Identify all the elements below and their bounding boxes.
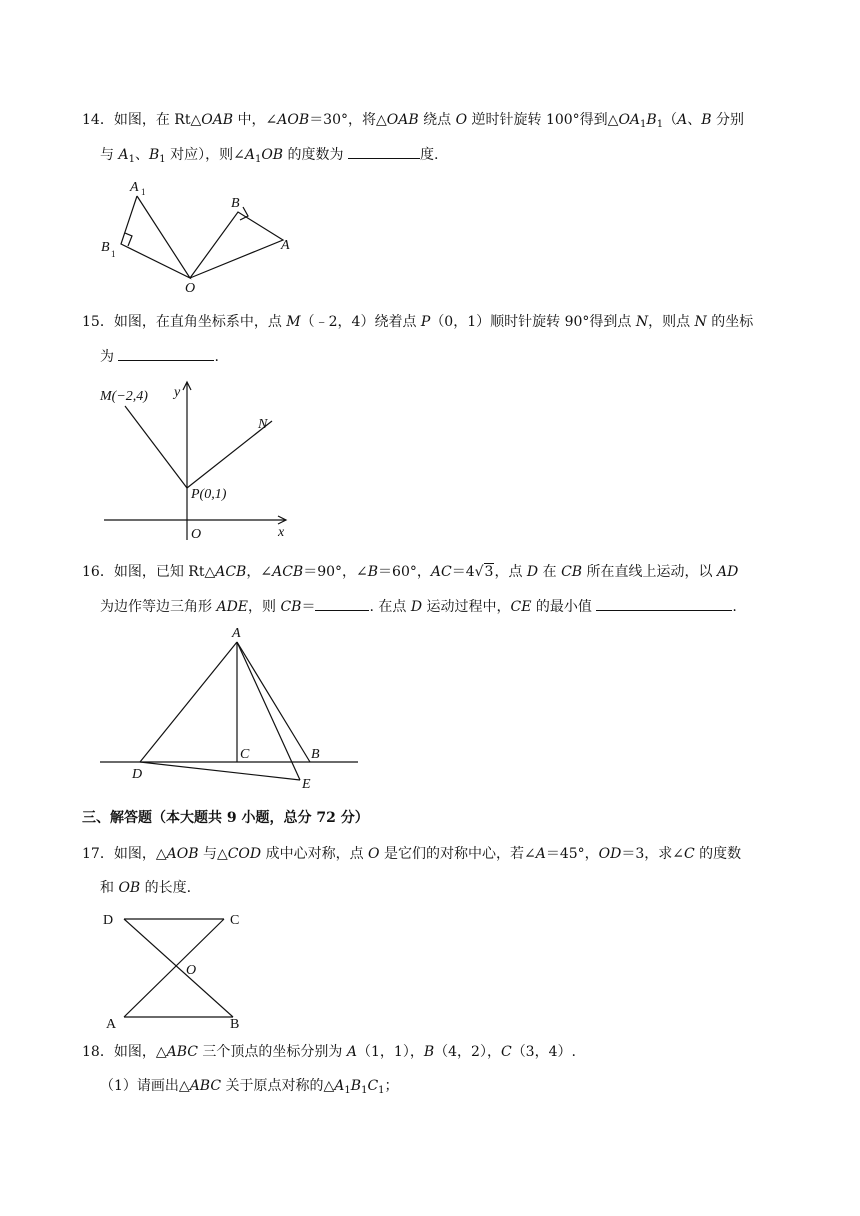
q15-figure bbox=[98, 378, 298, 543]
section-3-heading: 三、解答题（本大题共 9 小题，总分 72 分） bbox=[82, 810, 369, 826]
q16-label-B: B bbox=[311, 747, 320, 762]
q17-label-D: D bbox=[103, 913, 114, 928]
q17-figure bbox=[98, 906, 258, 1031]
q14-line-2: 与 $A_1$、$B_1$ 对应），则$\angle A_1OB$ 的度数为 度. bbox=[100, 144, 438, 165]
q17-label-C: C bbox=[230, 913, 240, 928]
q16-line-2: 为边作等边三角形 ADE，则 CB＝ . 在点 D 运动过程中，CE 的最小值 . bbox=[100, 596, 737, 617]
q16-label-D: D bbox=[132, 767, 143, 782]
q15-label-M: M(−2,4) bbox=[100, 389, 148, 404]
q15-label-x: x bbox=[278, 525, 285, 540]
q18-line-2: （1）请画出△ABC 关于原点对称的$\triangle A_1B_1C_1$； bbox=[100, 1078, 399, 1096]
q17-label-A: A bbox=[106, 1017, 117, 1032]
q14-label-A-sub: 1 bbox=[141, 187, 146, 197]
q16-line-1: 16．如图，已知 Rt△ACB，∠ACB＝90°，∠B＝60°，AC＝4√3，点 D 在 CB 所在直线上运动，以 AD bbox=[82, 564, 739, 580]
q15-label-y: y bbox=[174, 385, 181, 400]
q15-label-O: O bbox=[191, 527, 202, 542]
q17-line-2: 和 OB 的长度. bbox=[100, 880, 192, 896]
sqrt-sign: √ bbox=[474, 564, 484, 580]
q16-figure bbox=[98, 622, 368, 797]
q15-line-2: 为 . bbox=[100, 346, 219, 367]
q16-answer-blank-ce[interactable] bbox=[596, 596, 732, 611]
q16-answer-blank-cb[interactable] bbox=[315, 596, 369, 611]
q14-label-B-sub: 1 bbox=[111, 249, 116, 259]
q14-answer-blank[interactable] bbox=[348, 144, 420, 159]
q15-label-N: N bbox=[258, 417, 268, 432]
q15-label-P: P(0,1) bbox=[191, 487, 227, 502]
q14-label-Bprime: B bbox=[231, 196, 240, 211]
q16-label-A: A bbox=[232, 626, 241, 641]
q14-figure bbox=[98, 175, 298, 295]
q14-label-B: B bbox=[101, 240, 110, 255]
q14-label-O: O bbox=[185, 281, 196, 296]
q14-label-A: A bbox=[130, 180, 139, 195]
q17-line-1: 17．如图，△AOB 与△COD 成中心对称，点 O 是它们的对称中心，若∠A＝45°，OD＝3，求∠C 的度数 bbox=[82, 846, 742, 862]
q16-label-E: E bbox=[302, 777, 311, 792]
q14-label-Aprime: A bbox=[281, 238, 290, 253]
q15-line-1: 15．如图，在直角坐标系中，点 M（﹣2，4）绕着点 P（0，1）顺时针旋转 90°得到点 N，则点 N 的坐标 bbox=[82, 314, 754, 330]
q14-line-1: 14．如图，在 Rt△OAB 中，∠AOB＝30°，将△OAB 绕点 O 逆时针旋转 100°得到$\triangle OA_1B_1(A$、B 分别 bbox=[82, 112, 744, 130]
q17-label-B: B bbox=[230, 1017, 240, 1032]
q15-answer-blank[interactable] bbox=[118, 346, 214, 361]
q18-line-1: 18．如图，△ABC 三个顶点的坐标分别为 A（1，1），B（4，2），C（3，4）. bbox=[82, 1044, 576, 1060]
q17-label-O: O bbox=[186, 963, 197, 978]
q16-label-C: C bbox=[240, 747, 250, 762]
